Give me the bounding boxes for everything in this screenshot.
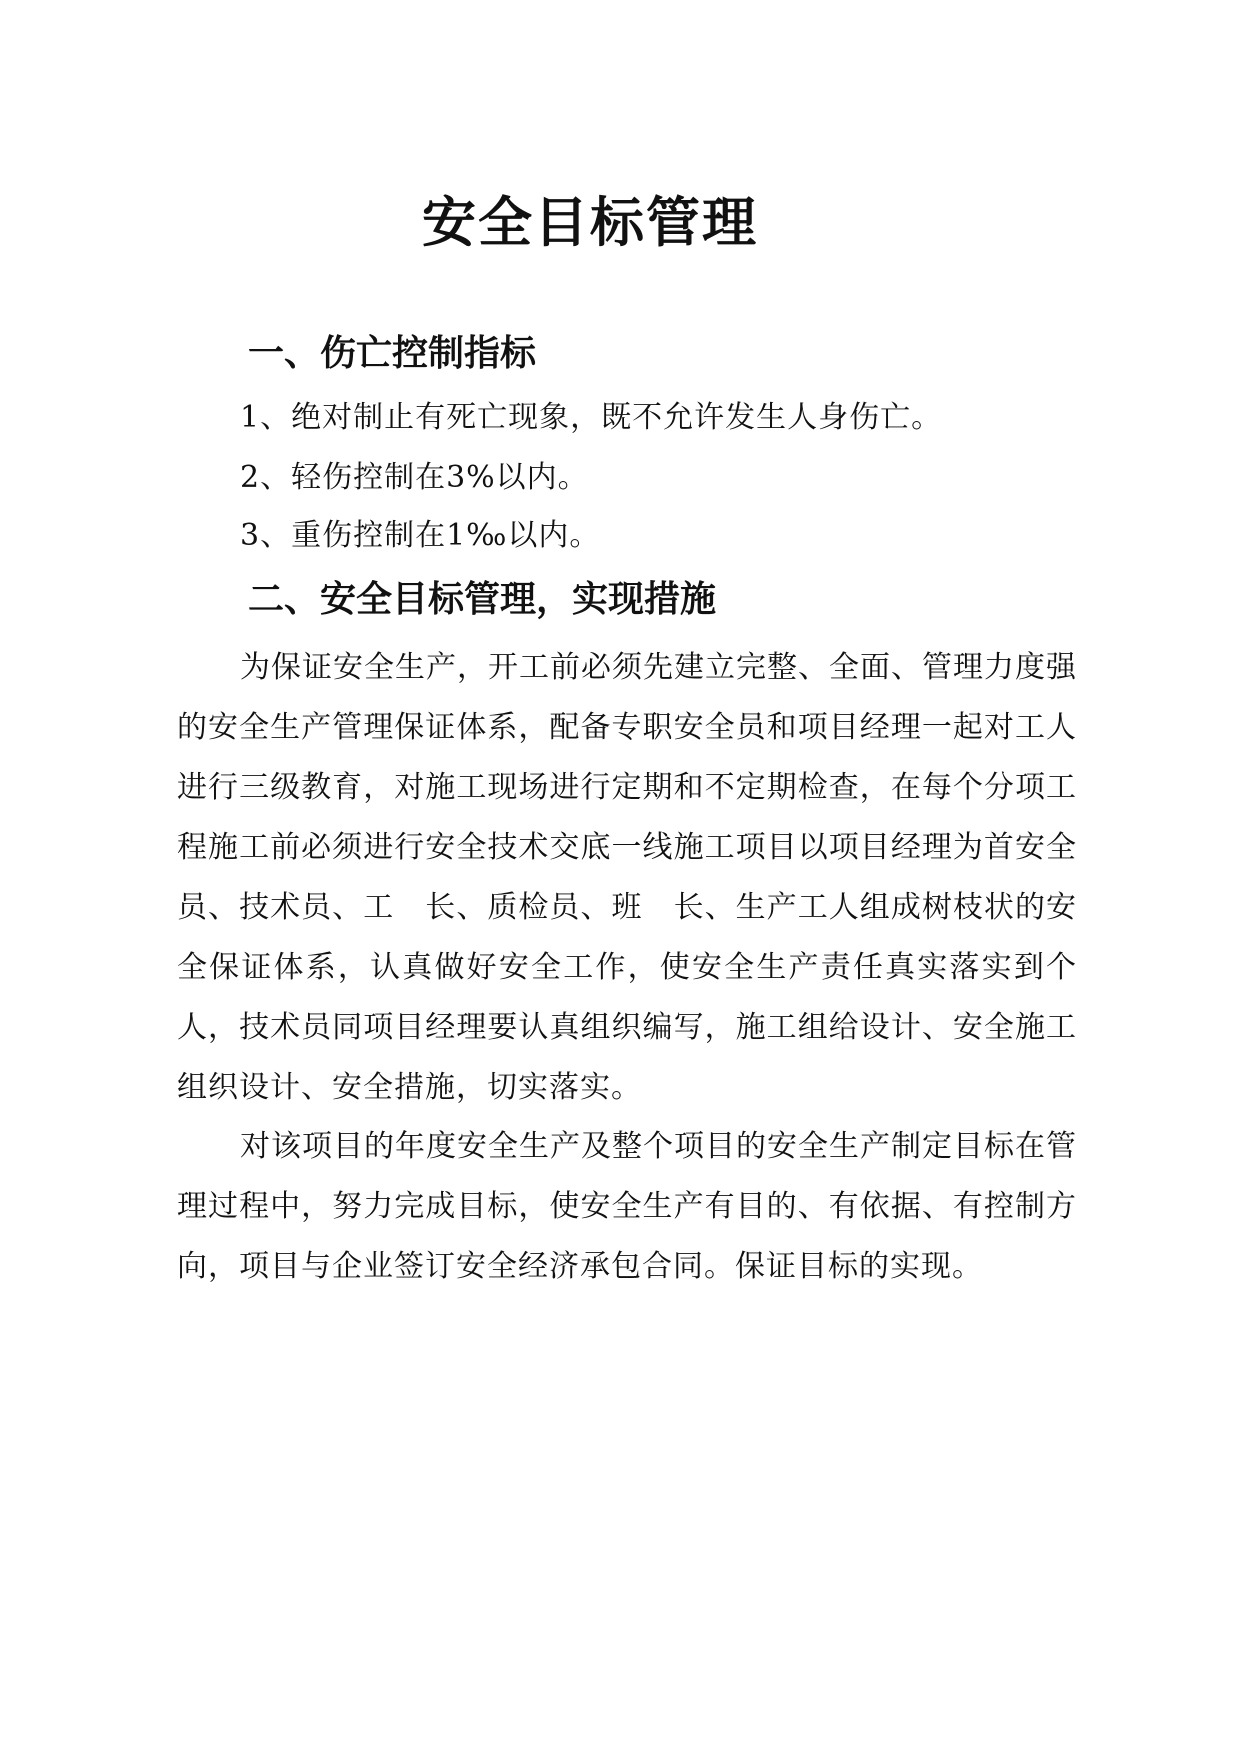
body-paragraph: 为保证安全生产，开工前必须先建立完整、全面、管理力度强的安全生产管理保证体系，配备专职安全员和项目经理一起对工人进行三级教育，对施工现场进行定期和不定期检查，在每个分项工程施工前必须进行安全技术交底一线施工项目以项目经理为首安全员、技术员、工 长、质检员、班 长、生产工人组成树枝状的安全保证体系，认真做好安全工作，使安全生产责任真实落实到个人，技术员同项目经理要认真组织编写，施工组给设计、安全施工组织设计、安全措施，切实落实。 bbox=[177, 650, 1077, 1105]
section-heading-casualty-control: 一、伤亡控制指标 bbox=[248, 333, 537, 374]
list-item: 2、轻伤控制在3%以内。 bbox=[240, 460, 589, 495]
list-item: 3、重伤控制在1‰以内。 bbox=[240, 518, 601, 553]
body-paragraph: 对该项目的年度安全生产及整个项目的安全生产制定目标在管理过程中，努力完成目标，使安全生产有目的、有依据、有控制方向，项目与企业签订安全经济承包合同。保证目标的实现。 bbox=[177, 1129, 1077, 1284]
document-title: 安全目标管理 bbox=[422, 191, 758, 254]
list-item: 1、绝对制止有死亡现象，既不允许发生人身伤亡。 bbox=[240, 400, 943, 435]
section-heading-safety-measures: 二、安全目标管理，实现措施 bbox=[248, 579, 717, 620]
